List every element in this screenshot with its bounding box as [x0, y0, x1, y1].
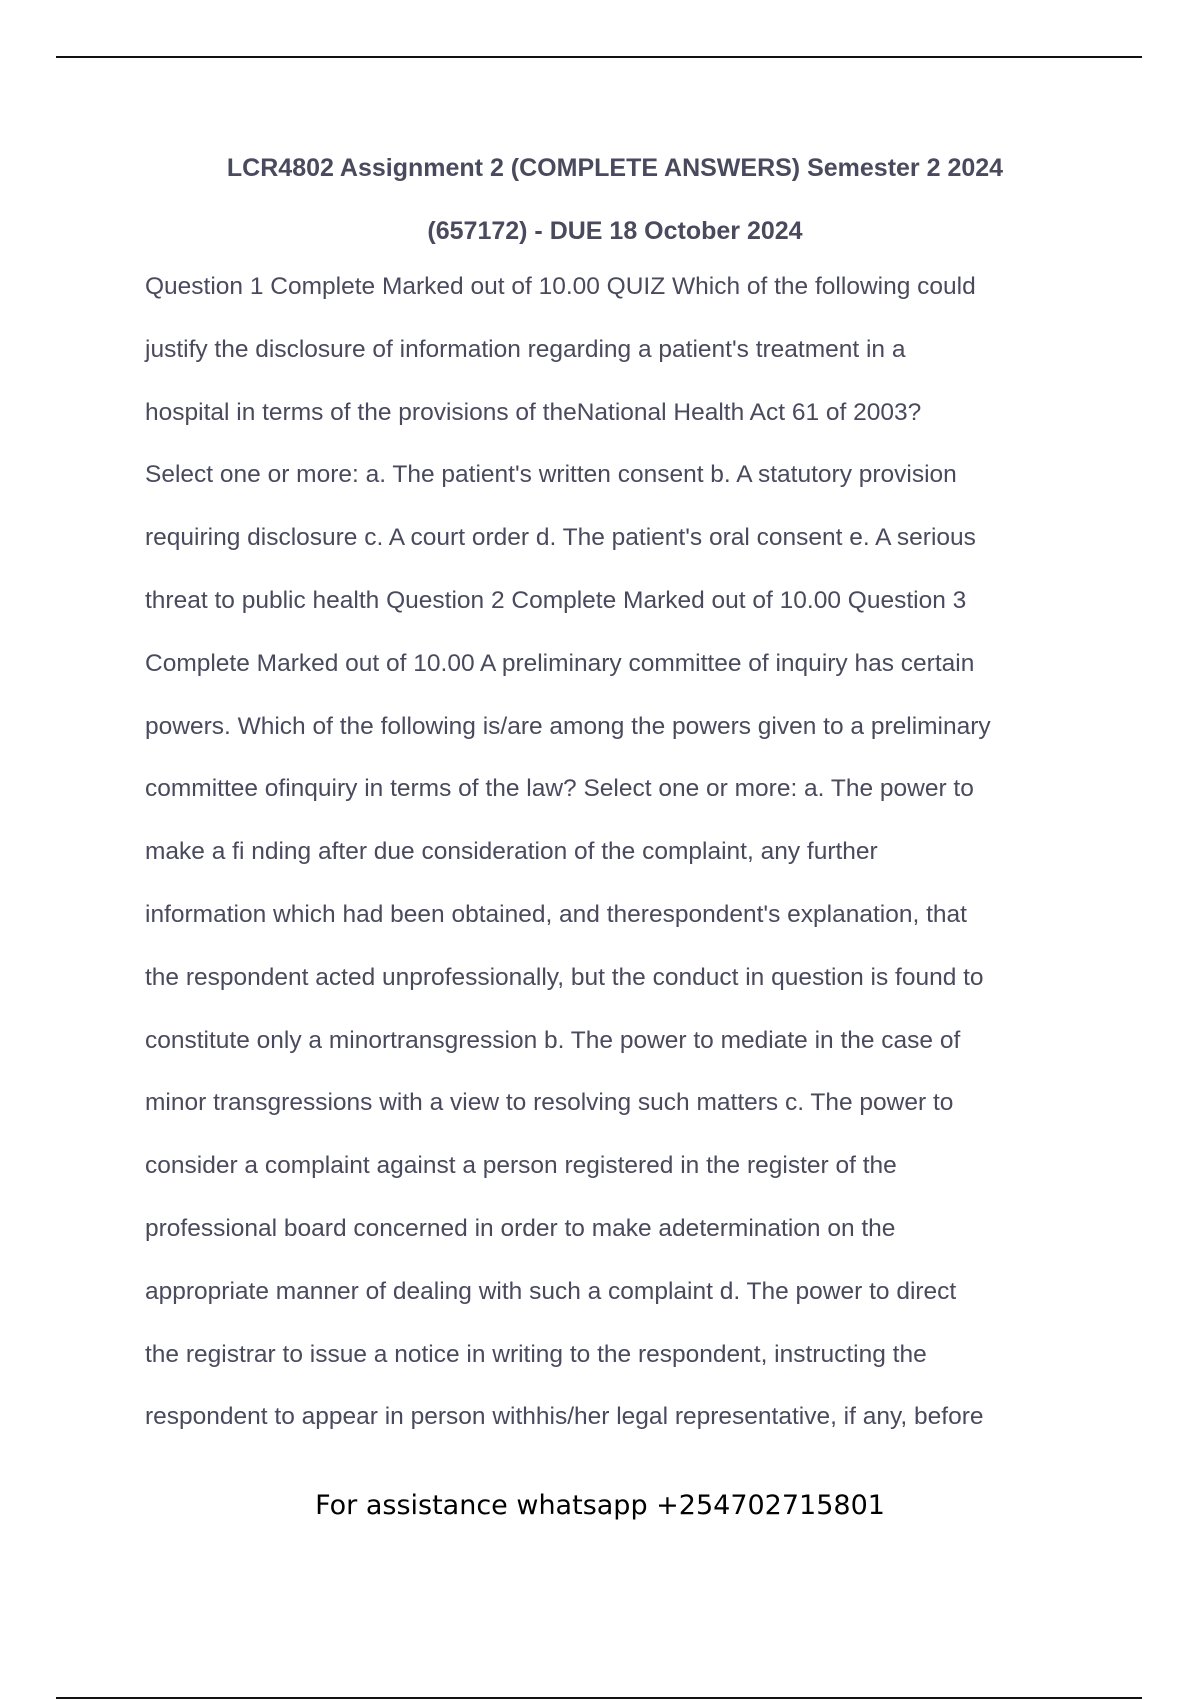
title-line-1: LCR4802 Assignment 2 (COMPLETE ANSWERS) Semester 2 2024: [226, 154, 1004, 182]
body-line: professional board concerned in order to make adetermination on the: [145, 1214, 896, 1242]
body-line: appropriate manner of dealing with such a complaint d. The power to direct: [145, 1277, 957, 1305]
body-line: the registrar to issue a notice in writing to the respondent, instructing the: [145, 1340, 927, 1368]
bottom-divider: [56, 1697, 1142, 1699]
body-line: the respondent acted unprofessionally, but the conduct in question is found to: [145, 963, 984, 991]
body-line: information which had been obtained, and therespondent's explanation, that: [145, 900, 967, 928]
body-line: respondent to appear in person withhis/her legal representative, if any, before: [145, 1403, 984, 1431]
body-line: hospital in terms of the provisions of theNational Health Act 61 of 2003?: [145, 398, 922, 426]
assistance-contact-note: For assistance whatsapp +254702715801: [315, 1490, 885, 1521]
body-line: Select one or more: a. The patient's written consent b. A statutory provision: [145, 461, 957, 489]
body-line: make a fi nding after due consideration of the complaint, any further: [145, 838, 878, 866]
body-line: Question 1 Complete Marked out of 10.00 QUIZ Which of the following could: [145, 273, 976, 300]
question-body: [145, 256, 1090, 1449]
body-line: Complete Marked out of 10.00 A preliminary committee of inquiry has certain: [145, 649, 975, 677]
body-line: constitute only a minortransgression b. The power to mediate in the case of: [145, 1026, 961, 1054]
body-line: minor transgressions with a view to resolving such matters c. The power to: [145, 1089, 954, 1117]
body-line: requiring disclosure c. A court order d. The patient's oral consent e. A serious: [145, 524, 976, 552]
top-divider: [56, 56, 1142, 58]
body-line: threat to public health Question 2 Complete Marked out of 10.00 Question 3: [145, 586, 967, 614]
body-line: committee ofinquiry in terms of the law? Select one or more: a. The power to: [145, 775, 974, 803]
body-line: powers. Which of the following is/are among the powers given to a preliminary: [145, 712, 991, 740]
body-line: justify the disclosure of information regarding a patient's treatment in a: [145, 335, 906, 363]
title-line-2: (657172) - DUE 18 October 2024: [427, 217, 803, 245]
document-title: [140, 137, 1090, 263]
body-line: consider a complaint against a person registered in the register of the: [145, 1152, 897, 1180]
